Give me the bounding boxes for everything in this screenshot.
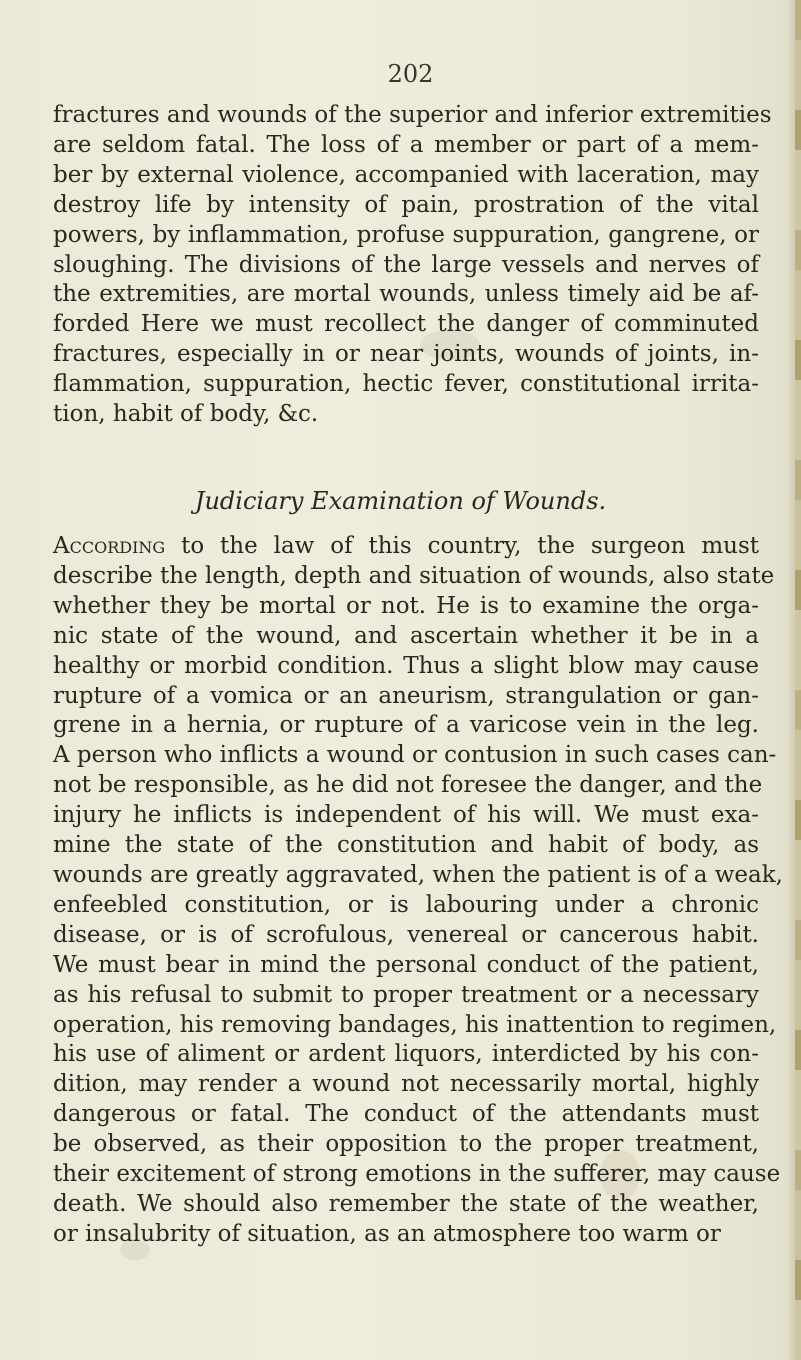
line-text: to the law of this country, the surgeon must — [165, 533, 759, 559]
text-line: rupture of a vomica or an aneurism, strangulation or gan- — [53, 682, 759, 709]
text-line: are seldom fatal. The loss of a member or part of a mem- — [53, 131, 759, 158]
text-line: describe the length, depth and situation of wounds, also state — [53, 562, 775, 589]
text-line: disease, or is of scrofulous, venereal or cancerous habit. — [53, 921, 759, 948]
text-line: the extremities, are mortal wounds, unless timely aid be af- — [53, 281, 759, 308]
paragraph-judiciary-examination — [53, 532, 783, 1250]
text-line: operation, his removing bandages, his inattention to regimen, — [53, 1011, 777, 1038]
text-line: whether they be mortal or not. He is to examine the orga- — [53, 592, 759, 619]
page-number: 202 — [387, 60, 434, 88]
text-line: his use of aliment or ardent liquors, interdicted by his con- — [53, 1041, 759, 1068]
text-line: injury he inflicts is independent of his will. We must exa- — [53, 802, 759, 829]
text-line: be observed, as their opposition to the proper treatment, — [53, 1131, 759, 1158]
text-line: nic state of the wound, and ascertain whether it be in a — [53, 622, 759, 649]
text-line: flammation, suppuration, hectic fever, constitutional irrita- — [53, 371, 759, 398]
text-line: grene in a hernia, or rupture of a varicose vein in the leg. — [53, 712, 759, 739]
text-line: forded Here we must recollect the danger of comminuted — [53, 311, 759, 338]
text-line: or insalubrity of situation, as an atmosphere too warm or — [53, 1220, 721, 1247]
text-line — [53, 532, 759, 562]
text-line: not be responsible, as he did not foresee the danger, and the — [53, 772, 763, 799]
page-edge-marks — [795, 0, 801, 1360]
text-line: enfeebled constitution, or is labouring under a chronic — [53, 891, 759, 918]
paragraph-fractures — [53, 101, 772, 430]
text-line: healthy or morbid condition. Thus a slight blow may cause — [53, 652, 759, 679]
text-line: their excitement of strong emotions in the sufferer, may cause — [53, 1161, 781, 1188]
text-line: A person who inflicts a wound or contusion in such cases can- — [53, 742, 777, 769]
text-line: fractures, especially in or near joints, wounds of joints, in- — [53, 341, 759, 368]
section-heading: Judiciary Examination of Wounds. — [194, 487, 607, 515]
text-line: ber by external violence, accompanied with laceration, may — [53, 161, 759, 188]
text-line: as his refusal to submit to proper treatment or a necessary — [53, 981, 759, 1008]
text-line: dangerous or fatal. The conduct of the attendants must — [53, 1101, 759, 1128]
text-line: fractures and wounds of the superior and inferior extremities — [53, 102, 772, 128]
lead-word: According — [53, 533, 166, 559]
text-line: tion, habit of body, &c. — [53, 401, 319, 428]
text-line: sloughing. The divisions of the large vessels and nerves of — [53, 251, 759, 278]
text-line: destroy life by intensity of pain, prostration of the vital — [53, 191, 759, 218]
text-line: mine the state of the constitution and habit of body, as — [53, 832, 759, 859]
text-line: wounds are greatly aggravated, when the patient is of a weak, — [53, 861, 783, 888]
text-line: dition, may render a wound not necessarily mortal, highly — [53, 1071, 759, 1098]
text-line: We must bear in mind the personal conduct of the patient, — [53, 951, 759, 978]
text-line: death. We should also remember the state of the weather, — [53, 1190, 759, 1217]
text-line: powers, by inflammation, profuse suppuration, gangrene, or — [53, 221, 759, 248]
